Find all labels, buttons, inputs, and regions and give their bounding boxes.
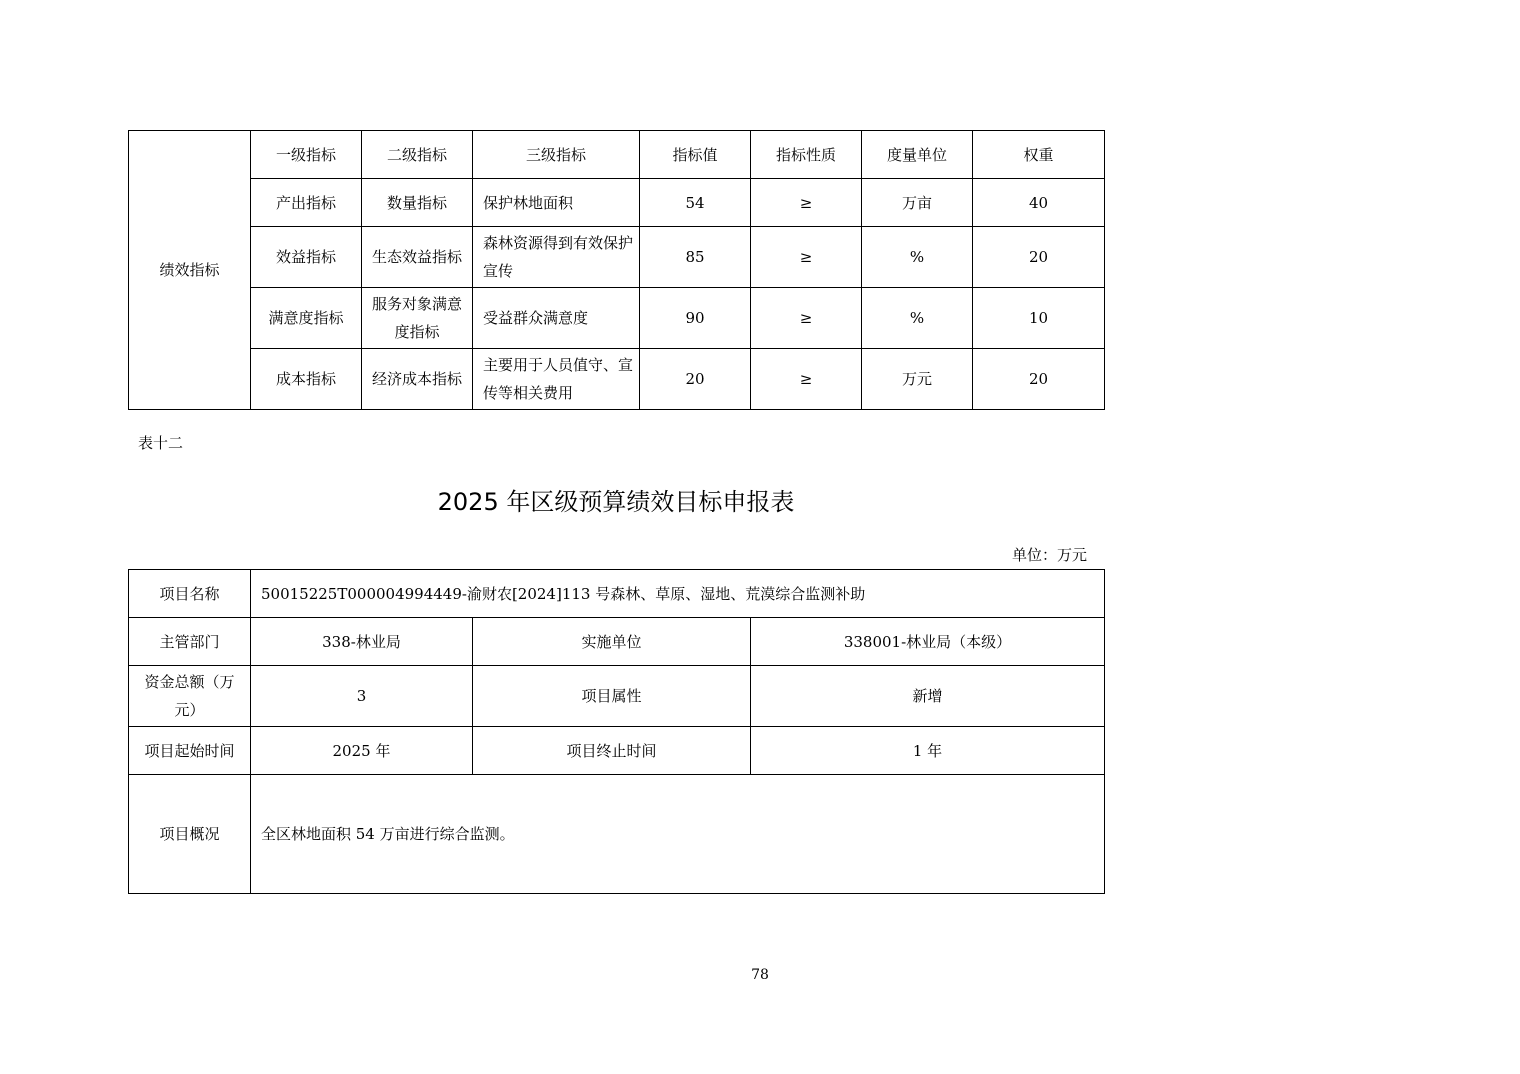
fund-total-value: 3 xyxy=(251,666,473,727)
table-row xyxy=(129,288,1105,349)
project-attr-value: 新增 xyxy=(751,666,1105,727)
performance-section-label: 绩效指标 xyxy=(129,131,251,410)
fund-total-label: 资金总额（万元） xyxy=(129,666,251,727)
page-number: 78 xyxy=(751,967,769,983)
header-level1: 一级指标 xyxy=(251,131,362,179)
cell-level3: 森林资源得到有效保护宣传 xyxy=(473,227,640,288)
table-row xyxy=(129,227,1105,288)
cell-nature: ≥ xyxy=(751,349,862,410)
cell-level2: 数量指标 xyxy=(362,179,473,227)
header-unit: 度量单位 xyxy=(862,131,973,179)
cell-level2: 服务对象满意度指标 xyxy=(362,288,473,349)
impl-unit-label: 实施单位 xyxy=(473,618,751,666)
dept-value: 338-林业局 xyxy=(251,618,473,666)
project-info-table xyxy=(128,569,1105,894)
overview-value: 全区林地面积 54 万亩进行综合监测。 xyxy=(251,775,1105,894)
header-level3: 三级指标 xyxy=(473,131,640,179)
cell-nature: ≥ xyxy=(751,227,862,288)
table-label: 表十二 xyxy=(138,434,184,452)
header-level2: 二级指标 xyxy=(362,131,473,179)
cell-level2: 经济成本指标 xyxy=(362,349,473,410)
cell-value: 85 xyxy=(640,227,751,288)
cell-level1: 成本指标 xyxy=(251,349,362,410)
project-name-label: 项目名称 xyxy=(129,570,251,618)
cell-unit: 万元 xyxy=(862,349,973,410)
cell-level1: 产出指标 xyxy=(251,179,362,227)
unit-label: 单位：万元 xyxy=(1012,546,1088,564)
page-title: 2025 年区级预算绩效目标申报表 xyxy=(437,488,795,516)
cell-level1: 满意度指标 xyxy=(251,288,362,349)
cell-unit: 万亩 xyxy=(862,179,973,227)
cell-value: 90 xyxy=(640,288,751,349)
header-nature: 指标性质 xyxy=(751,131,862,179)
cell-nature: ≥ xyxy=(751,179,862,227)
project-name-value: 50015225T000004994449-渝财农[2024]113 号森林、草原、湿地、荒漠综合监测补助 xyxy=(251,570,1105,618)
header-value: 指标值 xyxy=(640,131,751,179)
cell-level2: 生态效益指标 xyxy=(362,227,473,288)
table-row xyxy=(129,179,1105,227)
cell-level1: 效益指标 xyxy=(251,227,362,288)
performance-indicator-table xyxy=(128,130,1105,410)
cell-nature: ≥ xyxy=(751,288,862,349)
cell-unit: % xyxy=(862,227,973,288)
cell-value: 54 xyxy=(640,179,751,227)
cell-weight: 10 xyxy=(973,288,1105,349)
header-weight: 权重 xyxy=(973,131,1105,179)
start-time-value: 2025 年 xyxy=(251,727,473,775)
cell-level3: 保护林地面积 xyxy=(473,179,640,227)
end-time-value: 1 年 xyxy=(751,727,1105,775)
cell-weight: 20 xyxy=(973,349,1105,410)
cell-level3: 受益群众满意度 xyxy=(473,288,640,349)
project-attr-label: 项目属性 xyxy=(473,666,751,727)
cell-value: 20 xyxy=(640,349,751,410)
cell-weight: 20 xyxy=(973,227,1105,288)
end-time-label: 项目终止时间 xyxy=(473,727,751,775)
cell-unit: % xyxy=(862,288,973,349)
start-time-label: 项目起始时间 xyxy=(129,727,251,775)
cell-weight: 40 xyxy=(973,179,1105,227)
table-row xyxy=(129,349,1105,410)
dept-label: 主管部门 xyxy=(129,618,251,666)
overview-label: 项目概况 xyxy=(129,775,251,894)
cell-level3: 主要用于人员值守、宣传等相关费用 xyxy=(473,349,640,410)
impl-unit-value: 338001-林业局（本级） xyxy=(751,618,1105,666)
